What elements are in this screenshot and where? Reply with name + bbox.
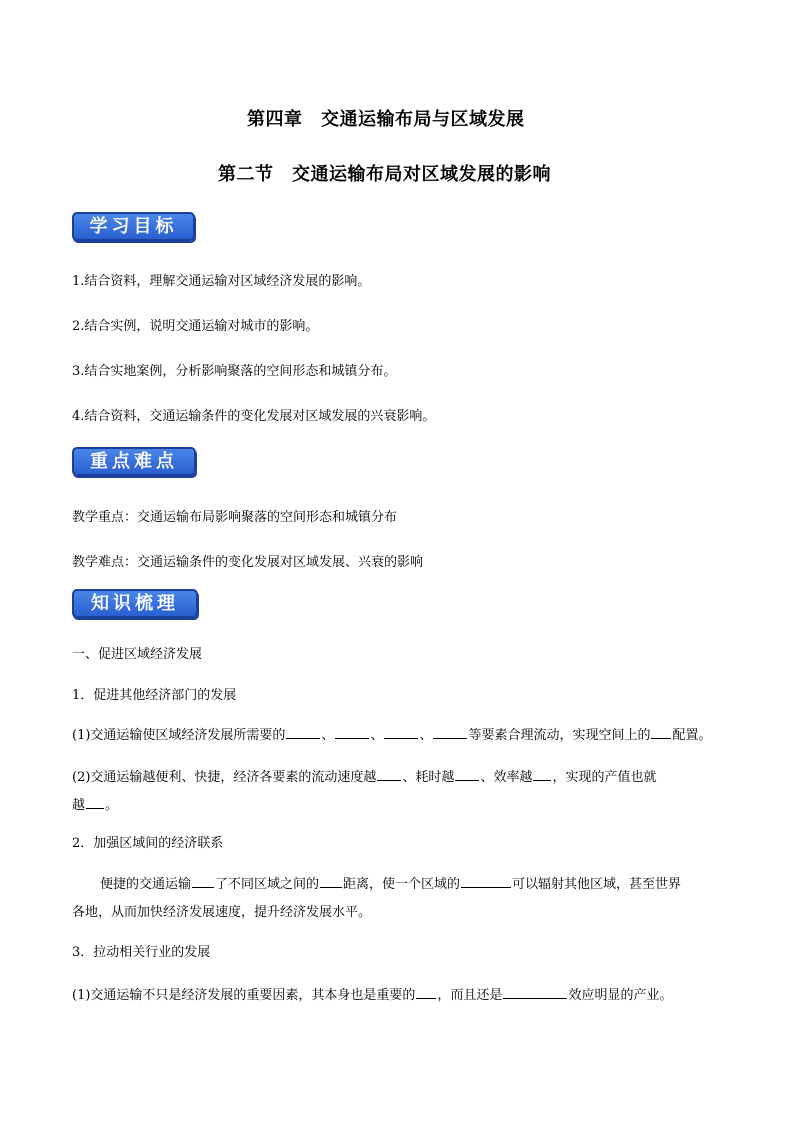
section-title: 第二节 交通运输布局对区域发展的影响 <box>218 164 551 185</box>
paragraph-1 <box>72 724 712 743</box>
paragraph-3-text: 便捷的交通运输 <box>100 877 192 892</box>
objective-3: 3.结合实地案例，分析影响聚落的空间形态和城镇分布。 <box>72 364 397 379</box>
paragraph-3-text: 可以辐射其他区域，甚至世界 <box>512 877 682 892</box>
fill-blank[interactable] <box>433 725 467 739</box>
objective-1: 1.结合资料，理解交通运输对区域经济发展的影响。 <box>72 274 371 289</box>
chapter-title: 第四章 交通运输布局与区域发展 <box>247 109 525 130</box>
objective-4: 4.结合资料，交通运输条件的变化发展对区域发展的兴衰影响。 <box>72 409 436 424</box>
fill-blank[interactable] <box>286 725 320 739</box>
paragraph-2-text: (2)交通运输越便利、快捷，经济各要素的流动速度越 <box>72 770 377 785</box>
paragraph-2-cont <box>72 794 118 813</box>
paragraph-4-text: 效应明显的产业。 <box>568 988 673 1003</box>
paragraph-2-text: 、效率越 <box>480 770 533 785</box>
fill-blank[interactable] <box>377 767 401 781</box>
paragraph-3 <box>100 873 681 892</box>
paragraph-2-text: 越 <box>72 798 86 813</box>
paragraph-1-text: 等要素合理流动，实现空间上的 <box>468 728 651 743</box>
fill-blank[interactable] <box>384 725 418 739</box>
fill-blank[interactable] <box>335 725 369 739</box>
fill-blank[interactable] <box>461 874 511 888</box>
paragraph-3-cont: 各地，从而加快经济发展速度，提升经济发展水平。 <box>72 905 372 920</box>
fill-blank[interactable] <box>455 767 479 781</box>
paragraph-2-text: 、耗时越 <box>402 770 455 785</box>
paragraph-3-text: 了不同区域之间的 <box>215 877 320 892</box>
paragraph-1-text: 配置。 <box>672 728 712 743</box>
paragraph-2 <box>72 766 656 785</box>
fill-blank[interactable] <box>533 767 551 781</box>
fill-blank[interactable] <box>192 874 214 888</box>
paragraph-4 <box>72 984 672 1003</box>
paragraph-1-text: (1)交通运输使区域经济发展所需要的 <box>72 728 286 743</box>
heading-economic-development: 一、促进区域经济发展 <box>72 647 203 662</box>
paragraph-1-sep: 、 <box>321 728 335 743</box>
paragraph-2-text: ，实现的产值也就 <box>552 770 657 785</box>
paragraph-2-text: 。 <box>105 798 119 813</box>
paragraph-1-sep: 、 <box>419 728 433 743</box>
fill-blank[interactable] <box>86 795 104 809</box>
paragraph-1-sep: 、 <box>370 728 384 743</box>
fill-blank[interactable] <box>320 874 342 888</box>
sub-heading-1: 1．促进其他经济部门的发展 <box>72 688 237 703</box>
fill-blank[interactable] <box>503 985 567 999</box>
knowledge-badge: 知识梳理 <box>72 589 198 618</box>
key-points-badge: 重点难点 <box>72 447 196 476</box>
key-point-text: 教学重点：交通运输布局影响聚落的空间形态和城镇分布 <box>72 510 398 525</box>
difficulty-text: 教学难点：交通运输条件的变化发展对区域发展、兴衰的影响 <box>72 555 424 570</box>
paragraph-4-text: (1)交通运输不只是经济发展的重要因素，其本身也是重要的 <box>72 988 416 1003</box>
paragraph-3-text: 距离，使一个区域的 <box>343 877 461 892</box>
fill-blank[interactable] <box>416 985 436 999</box>
paragraph-4-text: ，而且还是 <box>437 988 503 1003</box>
fill-blank[interactable] <box>651 725 671 739</box>
objectives-badge: 学习目标 <box>72 212 195 241</box>
sub-heading-2: 2．加强区域间的经济联系 <box>72 836 224 851</box>
sub-heading-3: 3．拉动相关行业的发展 <box>72 945 211 960</box>
objective-2: 2.结合实例，说明交通运输对城市的影响。 <box>72 319 319 334</box>
